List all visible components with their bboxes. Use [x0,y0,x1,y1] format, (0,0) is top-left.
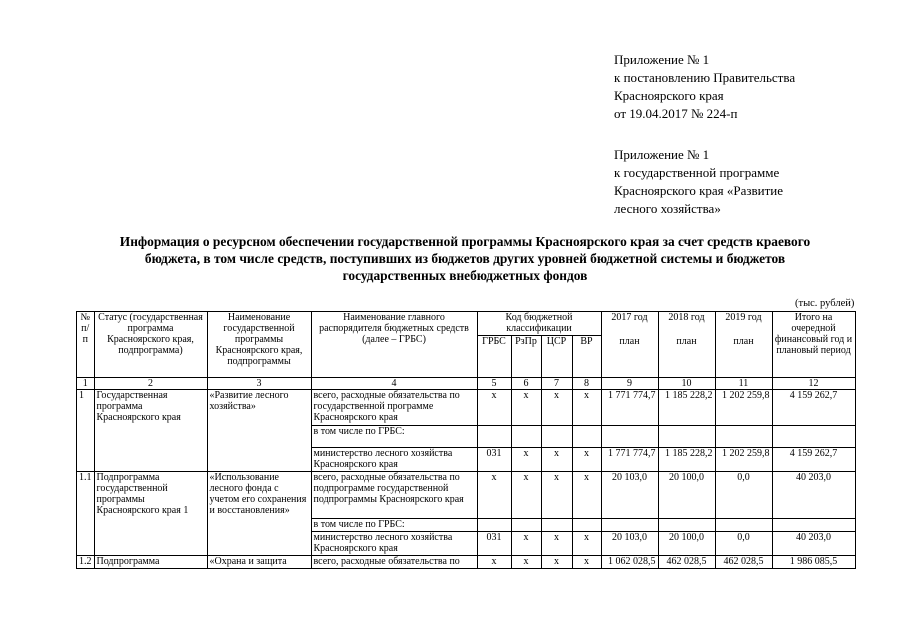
cell-2018: 20 100,0 [658,472,715,519]
cell-2018: 462 028,5 [658,556,715,569]
appendix-block-program [614,146,783,218]
cell-2019: 0,0 [715,472,772,519]
header-budget-code: Код бюджетной классификации [477,312,601,336]
column-number: 10 [658,378,715,390]
row-ministry: министерство лесного хозяйства Красноярского края [311,448,477,472]
appendix-line: к постановлению Правительства [614,70,796,85]
row-total-label: всего, расходные обязательства по государственной программе Красноярского края [311,390,477,426]
table-row [77,556,856,569]
column-number: 12 [772,378,855,390]
cell-csr: х [541,472,572,519]
cell-2017: 1 771 774,7 [601,390,658,426]
column-number: 2 [94,378,207,390]
cell-2018: 1 185 228,2 [658,390,715,426]
row-total-label: всего, расходные обязательства по подпрограмме государственной подпрограммы Красноярского края [311,472,477,519]
cell-grbs: х [477,556,511,569]
cell-csr: х [541,556,572,569]
cell-vr: х [572,448,601,472]
header-grbs-name: Наименование главного распорядителя бюджетных средств (далее – ГРБС) [311,312,477,378]
column-number: 1 [77,378,95,390]
cell-2019: 0,0 [715,532,772,556]
cell-2017: 20 103,0 [601,472,658,519]
row-num: 1 [77,390,95,472]
row-status: Подпрограмма государственной программы Красноярского края 1 [94,472,207,556]
cell-rzpr: х [511,556,541,569]
column-number: 7 [541,378,572,390]
cell-2017: 1 771 774,7 [601,448,658,472]
header-plan-2017: план [601,336,658,378]
cell-grbs: х [477,472,511,519]
column-number: 9 [601,378,658,390]
column-number: 5 [477,378,511,390]
cell-total: 40 203,0 [772,472,855,519]
header-grbs: ГРБС [477,336,511,378]
budget-table [76,311,856,569]
header-program-name: Наименование государственной программы Красноярского края, подпрограммы [207,312,311,378]
column-number: 8 [572,378,601,390]
cell-2018: 1 185 228,2 [658,448,715,472]
header-total: Итого на очередной финансовый год и плановый период [772,312,855,378]
header-vr: ВР [572,336,601,378]
appendix-block-resolution [614,51,795,123]
header-year-2017: 2017 год [601,312,658,336]
heading-line: Информация о ресурсном обеспечении государственной программы Красноярского края за счет средств краевого [119,234,811,249]
row-incl-label: в том числе по ГРБС: [311,519,477,532]
cell-2017: 20 103,0 [601,532,658,556]
cell-total: 1 986 085,5 [772,556,855,569]
cell-total: 4 159 262,7 [772,390,855,426]
row-ministry: министерство лесного хозяйства Красноярского края [311,532,477,556]
cell-rzpr: х [511,448,541,472]
column-number: 11 [715,378,772,390]
header-year-2019: 2019 год [715,312,772,336]
header-status: Статус (государственная программа Красноярского края, подпрограмма) [94,312,207,378]
header-csr: ЦСР [541,336,572,378]
cell-2017: 1 062 028,5 [601,556,658,569]
table-row [77,472,856,519]
cell-total: 4 159 262,7 [772,448,855,472]
cell-2018: 20 100,0 [658,532,715,556]
appendix-line: Приложение № 1 [614,147,710,162]
cell-rzpr: х [511,532,541,556]
row-program-name: «Использование лесного фонда с учетом его сохранения и восстановления» [207,472,311,556]
appendix-line: Приложение № 1 [614,52,710,67]
column-number: 3 [207,378,311,390]
header-rzpr: РзПр [511,336,541,378]
cell-grbs: х [477,390,511,426]
appendix-line: Красноярского края [614,88,724,103]
row-num: 1.1 [77,472,95,556]
header-year-2018: 2018 год [658,312,715,336]
cell-rzpr: х [511,390,541,426]
table-row [77,390,856,426]
cell-2019: 462 028,5 [715,556,772,569]
column-number: 4 [311,378,477,390]
heading-line: бюджета, в том числе средств, поступивших из бюджетов других уровней бюджетной системы и бюджетов [144,251,786,266]
row-program-name: «Охрана и защита [207,556,311,569]
header-num: № п/п [77,312,95,378]
row-status: Государственная программа Красноярского края [94,390,207,472]
appendix-line: Красноярского края «Развитие [614,183,784,198]
cell-grbs: 031 [477,532,511,556]
appendix-line: лесного хозяйства» [614,201,721,216]
cell-2019: 1 202 259,8 [715,448,772,472]
row-incl-label: в том числе по ГРБС: [311,426,477,448]
cell-vr: х [572,556,601,569]
heading-line: государственных внебюджетных фондов [342,268,588,283]
appendix-line: от 19.04.2017 № 224-п [614,106,738,121]
header-plan-2019: план [715,336,772,378]
appendix-line: к государственной программе [614,165,780,180]
header-plan-2018: план [658,336,715,378]
units-label: (тыс. рублей) [795,298,855,309]
cell-rzpr: х [511,472,541,519]
cell-vr: х [572,532,601,556]
row-num: 1.2 [77,556,95,569]
column-number: 6 [511,378,541,390]
cell-vr: х [572,390,601,426]
document-heading [70,233,860,284]
cell-vr: х [572,472,601,519]
row-status: Подпрограмма [94,556,207,569]
row-total-label: всего, расходные обязательства по [311,556,477,569]
cell-grbs: 031 [477,448,511,472]
row-program-name: «Развитие лесного хозяйства» [207,390,311,472]
cell-total: 40 203,0 [772,532,855,556]
cell-csr: х [541,532,572,556]
cell-2019: 1 202 259,8 [715,390,772,426]
cell-csr: х [541,448,572,472]
cell-csr: х [541,390,572,426]
